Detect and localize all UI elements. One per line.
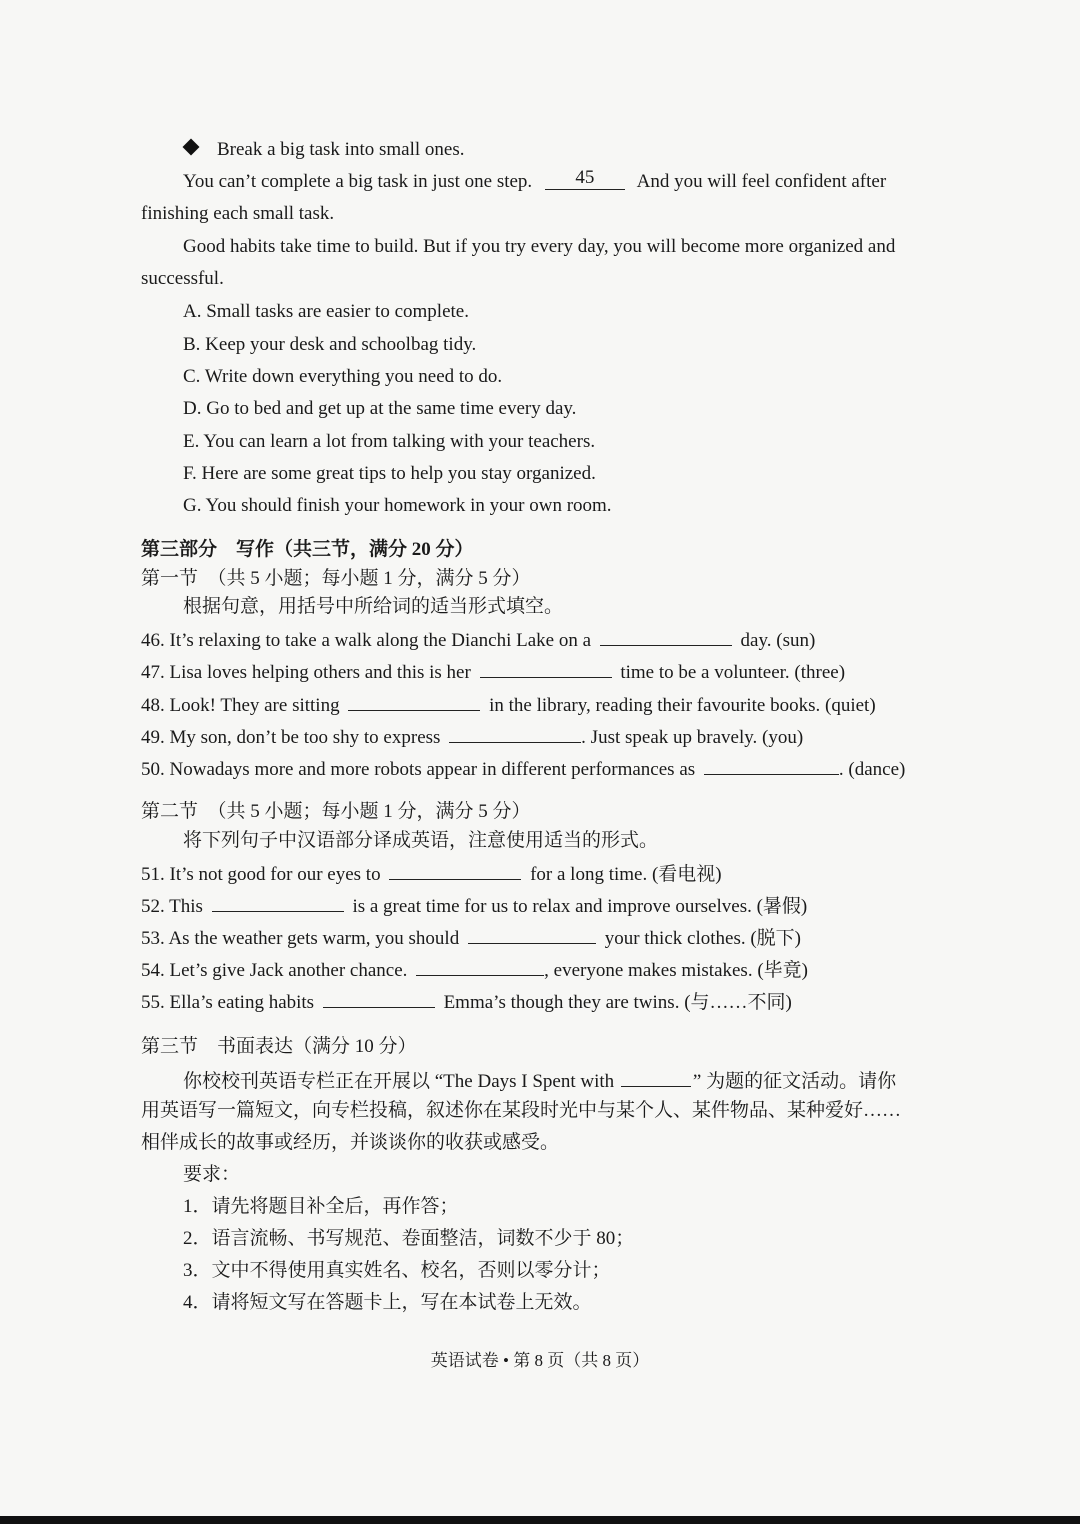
q46-text-a: 46. It’s relaxing to take a walk along the Dianchi Lake on a (141, 630, 592, 651)
q48-text-b: in the library, reading their favourite books. (quiet) (489, 695, 876, 716)
q47-blank[interactable] (480, 657, 612, 678)
section2-title: 第二节 （共 5 小题；每小题 1 分，满分 5 分） (141, 801, 531, 822)
diamond-bullet-icon (183, 139, 200, 156)
question-46 (141, 625, 815, 654)
requirements-label: 要求： (183, 1164, 241, 1185)
option-c: C. Write down everything you need to do. (183, 366, 503, 387)
question-48 (141, 690, 876, 719)
q53-blank[interactable] (468, 923, 596, 944)
option-e: E. You can learn a lot from talking with your teachers. (183, 431, 596, 452)
question-55 (141, 987, 792, 1016)
q50-blank[interactable] (704, 754, 839, 775)
q51-blank[interactable] (389, 859, 521, 880)
option-f: F. Here are some great tips to help you stay organized. (183, 463, 596, 484)
section3-prompt-line3: 相伴成长的故事或经历，并谈谈你的收获或感受。 (141, 1132, 560, 1153)
question-53 (141, 923, 801, 952)
prompt-line1-a: 你校校刊英语专栏正在开展以 “The Days I Spent with (183, 1071, 615, 1092)
q46-blank[interactable] (600, 625, 732, 646)
q52-text-a: 52. This (141, 896, 203, 917)
section3-prompt-line1 (183, 1066, 896, 1095)
requirement-3: 3．文中不得使用真实姓名、校名，否则以零分计； (183, 1260, 611, 1281)
tip-heading (185, 137, 464, 163)
prompt-line1-b: ” 为题的征文活动。请你 (692, 1071, 897, 1092)
tip-body-part1: You can’t complete a big task in just one step. (183, 171, 533, 192)
conclusion-line1: Good habits take time to build. But if you try every day, you will become more organized and (183, 236, 896, 257)
title-blank[interactable] (621, 1066, 691, 1087)
requirement-1: 1．请先将题目补全后，再作答； (183, 1196, 459, 1217)
q55-text-b: Emma’s though they are twins. (与……不同) (443, 992, 792, 1013)
section3-prompt-line2: 用英语写一篇短文，向专栏投稿，叙述你在某段时光中与某个人、某件物品、某种爱好…… (141, 1100, 902, 1121)
q52-text-b: is a great time for us to relax and improve ourselves. (暑假) (352, 896, 808, 917)
option-d: D. Go to bed and get up at the same time every day. (183, 398, 577, 419)
q53-text-b: your thick clothes. (脱下) (604, 928, 801, 949)
question-52 (141, 891, 807, 920)
option-a: A. Small tasks are easier to complete. (183, 301, 469, 322)
bottom-edge-rule (0, 1516, 1080, 1524)
requirement-2: 2．语言流畅、书写规范、卷面整洁，词数不少于 80； (183, 1228, 635, 1249)
q55-blank[interactable] (323, 987, 435, 1008)
section2-instruction: 将下列句子中汉语部分译成英语，注意使用适当的形式。 (183, 830, 659, 851)
option-g: G. You should finish your homework in your own room. (183, 495, 612, 516)
section3-title: 第三节 书面表达（满分 10 分） (141, 1036, 417, 1057)
conclusion-line2: successful. (141, 268, 224, 289)
q48-text-a: 48. Look! They are sitting (141, 695, 340, 716)
blank-45[interactable] (545, 169, 625, 190)
tip-body-part2: And you will feel confident after (636, 171, 887, 192)
blank-45-number: 45 (575, 167, 595, 188)
question-54 (141, 955, 808, 984)
q47-text-b: time to be a volunteer. (three) (620, 662, 846, 683)
requirement-4: 4．请将短文写在答题卡上，写在本试卷上无效。 (183, 1292, 592, 1313)
q48-blank[interactable] (348, 690, 480, 711)
q50-text-b: . (dance) (838, 759, 906, 780)
q54-text-b: , everyone makes mistakes. (毕竟) (544, 960, 808, 981)
question-47 (141, 657, 845, 686)
question-51 (141, 859, 722, 888)
tip-body-line1 (183, 169, 886, 195)
q49-text-b: . Just speak up bravely. (you) (581, 727, 804, 748)
section1-title: 第一节 （共 5 小题；每小题 1 分，满分 5 分） (141, 568, 531, 589)
q52-blank[interactable] (212, 891, 344, 912)
section1-instruction: 根据句意，用括号中所给词的适当形式填空。 (183, 596, 564, 617)
tip-body-line2: finishing each small task. (141, 203, 335, 224)
q51-text-a: 51. It’s not good for our eyes to (141, 864, 381, 885)
q54-text-a: 54. Let’s give Jack another chance. (141, 960, 408, 981)
option-b: B. Keep your desk and schoolbag tidy. (183, 334, 477, 355)
q53-text-a: 53. As the weather gets warm, you should (141, 928, 460, 949)
question-50 (141, 754, 905, 783)
part3-title: 第三部分 写作（共三节，满分 20 分） (141, 539, 474, 560)
q55-text-a: 55. Ella’s eating habits (141, 992, 315, 1013)
q49-blank[interactable] (449, 722, 581, 743)
question-49 (141, 722, 803, 751)
tip-heading-text: Break a big task into small ones. (217, 139, 465, 160)
q47-text-a: 47. Lisa loves helping others and this is her (141, 662, 471, 683)
q50-text-a: 50. Nowadays more and more robots appear in different performances as (141, 759, 696, 780)
q49-text-a: 49. My son, don’t be too shy to express (141, 727, 441, 748)
q54-blank[interactable] (416, 955, 544, 976)
q46-text-b: day. (sun) (740, 630, 816, 651)
q51-text-b: for a long time. (看电视) (530, 864, 722, 885)
page-footer: 英语试卷 • 第 8 页（共 8 页） (430, 1351, 650, 1370)
